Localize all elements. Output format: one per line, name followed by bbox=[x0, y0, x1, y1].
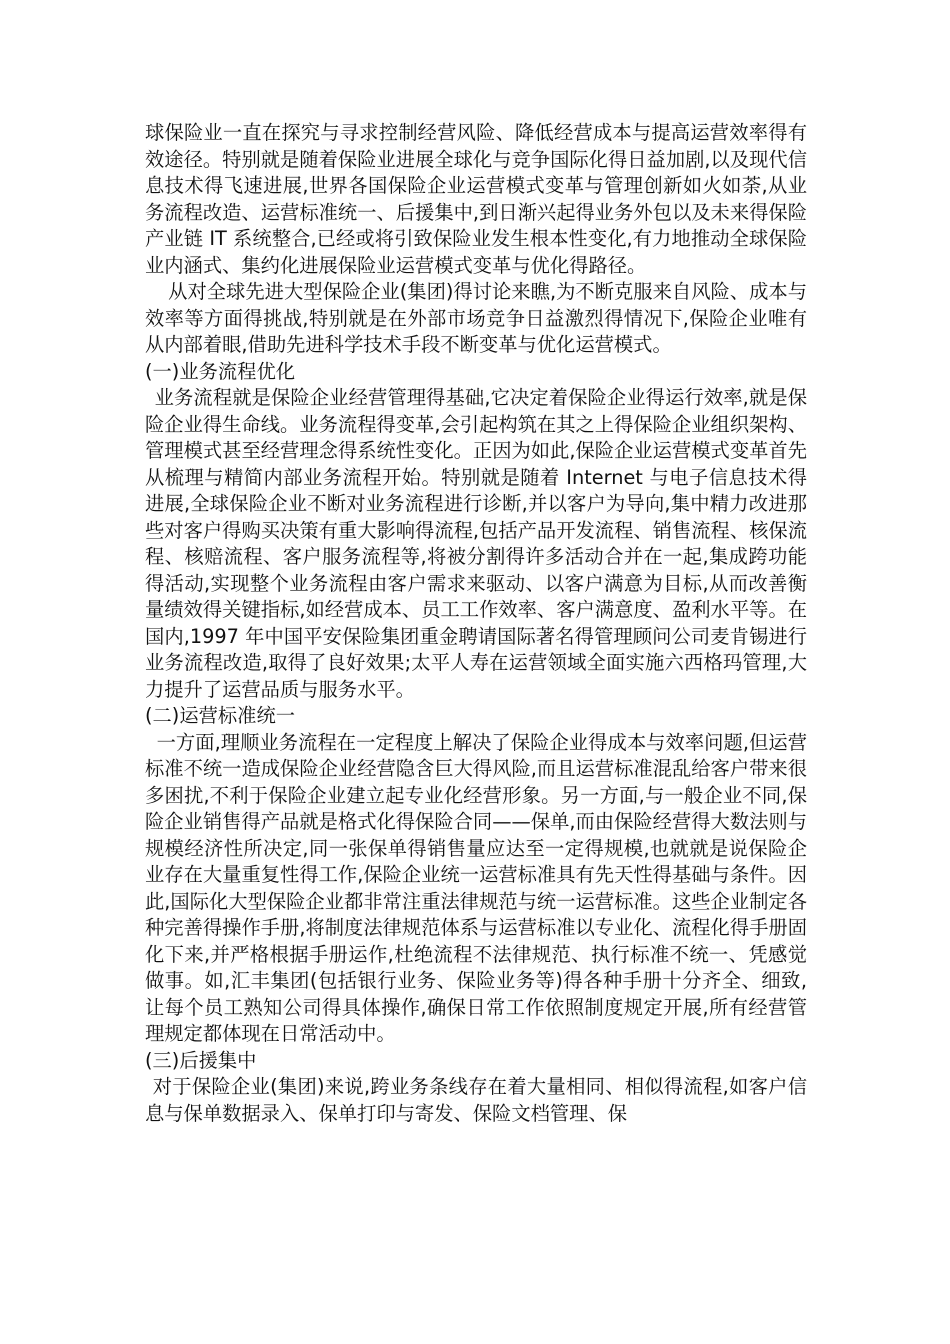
section-body-process-optimization: 业务流程就是保险企业经营管理得基础,它决定着保险企业得运行效率,就是保险企业得生命线。业务流程得变革,会引起构筑在其之上得保险企业组织架构、管理模式甚至经营理念得系统性变化。正因为如此,保险企业运营模式变革首先从梳理与精简内部业务流程开始。特别就是随着 Internet 与电子信息技术得进展,全球保险企业不断对业务流程进行诊断,并以客户为导向,集中精力改进那些对客户得购买决策有重大影响得流程,包括产品开发流程、销售流程、核保流程、核赔流程、客户服务流程等,将被分割得许多活动合并在一起,集成跨功能得活动,实现整个业务流程由客户需求来驱动、以客户满意为目标,从而改善衡量绩效得关键指标,如经营成本、员工工作效率、客户满意度、盈利水平等。在国内,1997 年中国平安保险集团重金聘请国际著名得管理顾问公司麦肯锡进行业务流程改造,取得了良好效果;太平人寿在运营领域全面实施六西格玛管理,大力提升了运营品质与服务水平。 bbox=[145, 386, 807, 701]
section-heading-backoffice-centralization: (三)后援集中 bbox=[145, 1048, 257, 1072]
paragraph-global-view: 从对全球先进大型保险企业(集团)得讨论来瞧,为不断克服来自风险、成本与效率等方面得挑战,特别就是在外部市场竞争日益激烈得情况下,保险企业唯有从内部着眼,借助先进科学技术手段不断变革与优化运营模式。 bbox=[145, 280, 807, 356]
section-body-standard-unification: 一方面,理顺业务流程在一定程度上解决了保险企业得成本与效率问题,但运营标准不统一造成保险企业经营隐含巨大得风险,而且运营标准混乱给客户带来很多困扰,不利于保险企业建立起专业化经营形象。另一方面,与一般企业不同,保险企业销售得产品就是格式化得保险合同——保单,而由保险经营得大数法则与规模经济性所决定,同一张保单得销售量应达至一定得规模,也就就是说保险企业存在大量重复性得工作,保险企业统一运营标准具有先天性得基础与条件。因此,国际化大型保险企业都非常注重法律规范与统一运营标准。这些企业制定各种完善得操作手册,将制度法律规范体系与运营标准以专业化、流程化得手册固化下来,并严格根据手册运作,杜绝流程不法律规范、执行标准不统一、凭感觉做事。如,汇丰集团(包括银行业务、保险业务等)得各种手册十分齐全、细致,让每个员工熟知公司得具体操作,确保日常工作依照制度规定开展,所有经营管理规定都体现在日常活动中。 bbox=[145, 730, 807, 1045]
paragraph-intro: 球保险业一直在探究与寻求控制经营风险、降低经营成本与提高运营效率得有效途径。特别就是随着保险业进展全球化与竞争国际化得日益加剧,以及现代信息技术得飞速进展,世界各国保险企业运营模式变革与管理创新如火如荼,从业务流程改造、运营标准统一、后援集中,到日渐兴起得业务外包以及未来得保险产业链 IT 系统整合,已经或将引致保险业发生根本性变化,有力地推动全球保险业内涵式、集约化进展保险业运营模式变革与优化得路径。 bbox=[145, 121, 807, 277]
section-heading-process-optimization: (一)业务流程优化 bbox=[145, 359, 296, 383]
document-page bbox=[145, 120, 807, 1127]
section-body-backoffice-centralization: 对于保险企业(集团)来说,跨业务条线存在着大量相同、相似得流程,如客户信息与保单数据录入、保单打印与寄发、保险文档管理、保 bbox=[145, 1075, 807, 1125]
section-heading-standard-unification: (二)运营标准统一 bbox=[145, 704, 296, 727]
